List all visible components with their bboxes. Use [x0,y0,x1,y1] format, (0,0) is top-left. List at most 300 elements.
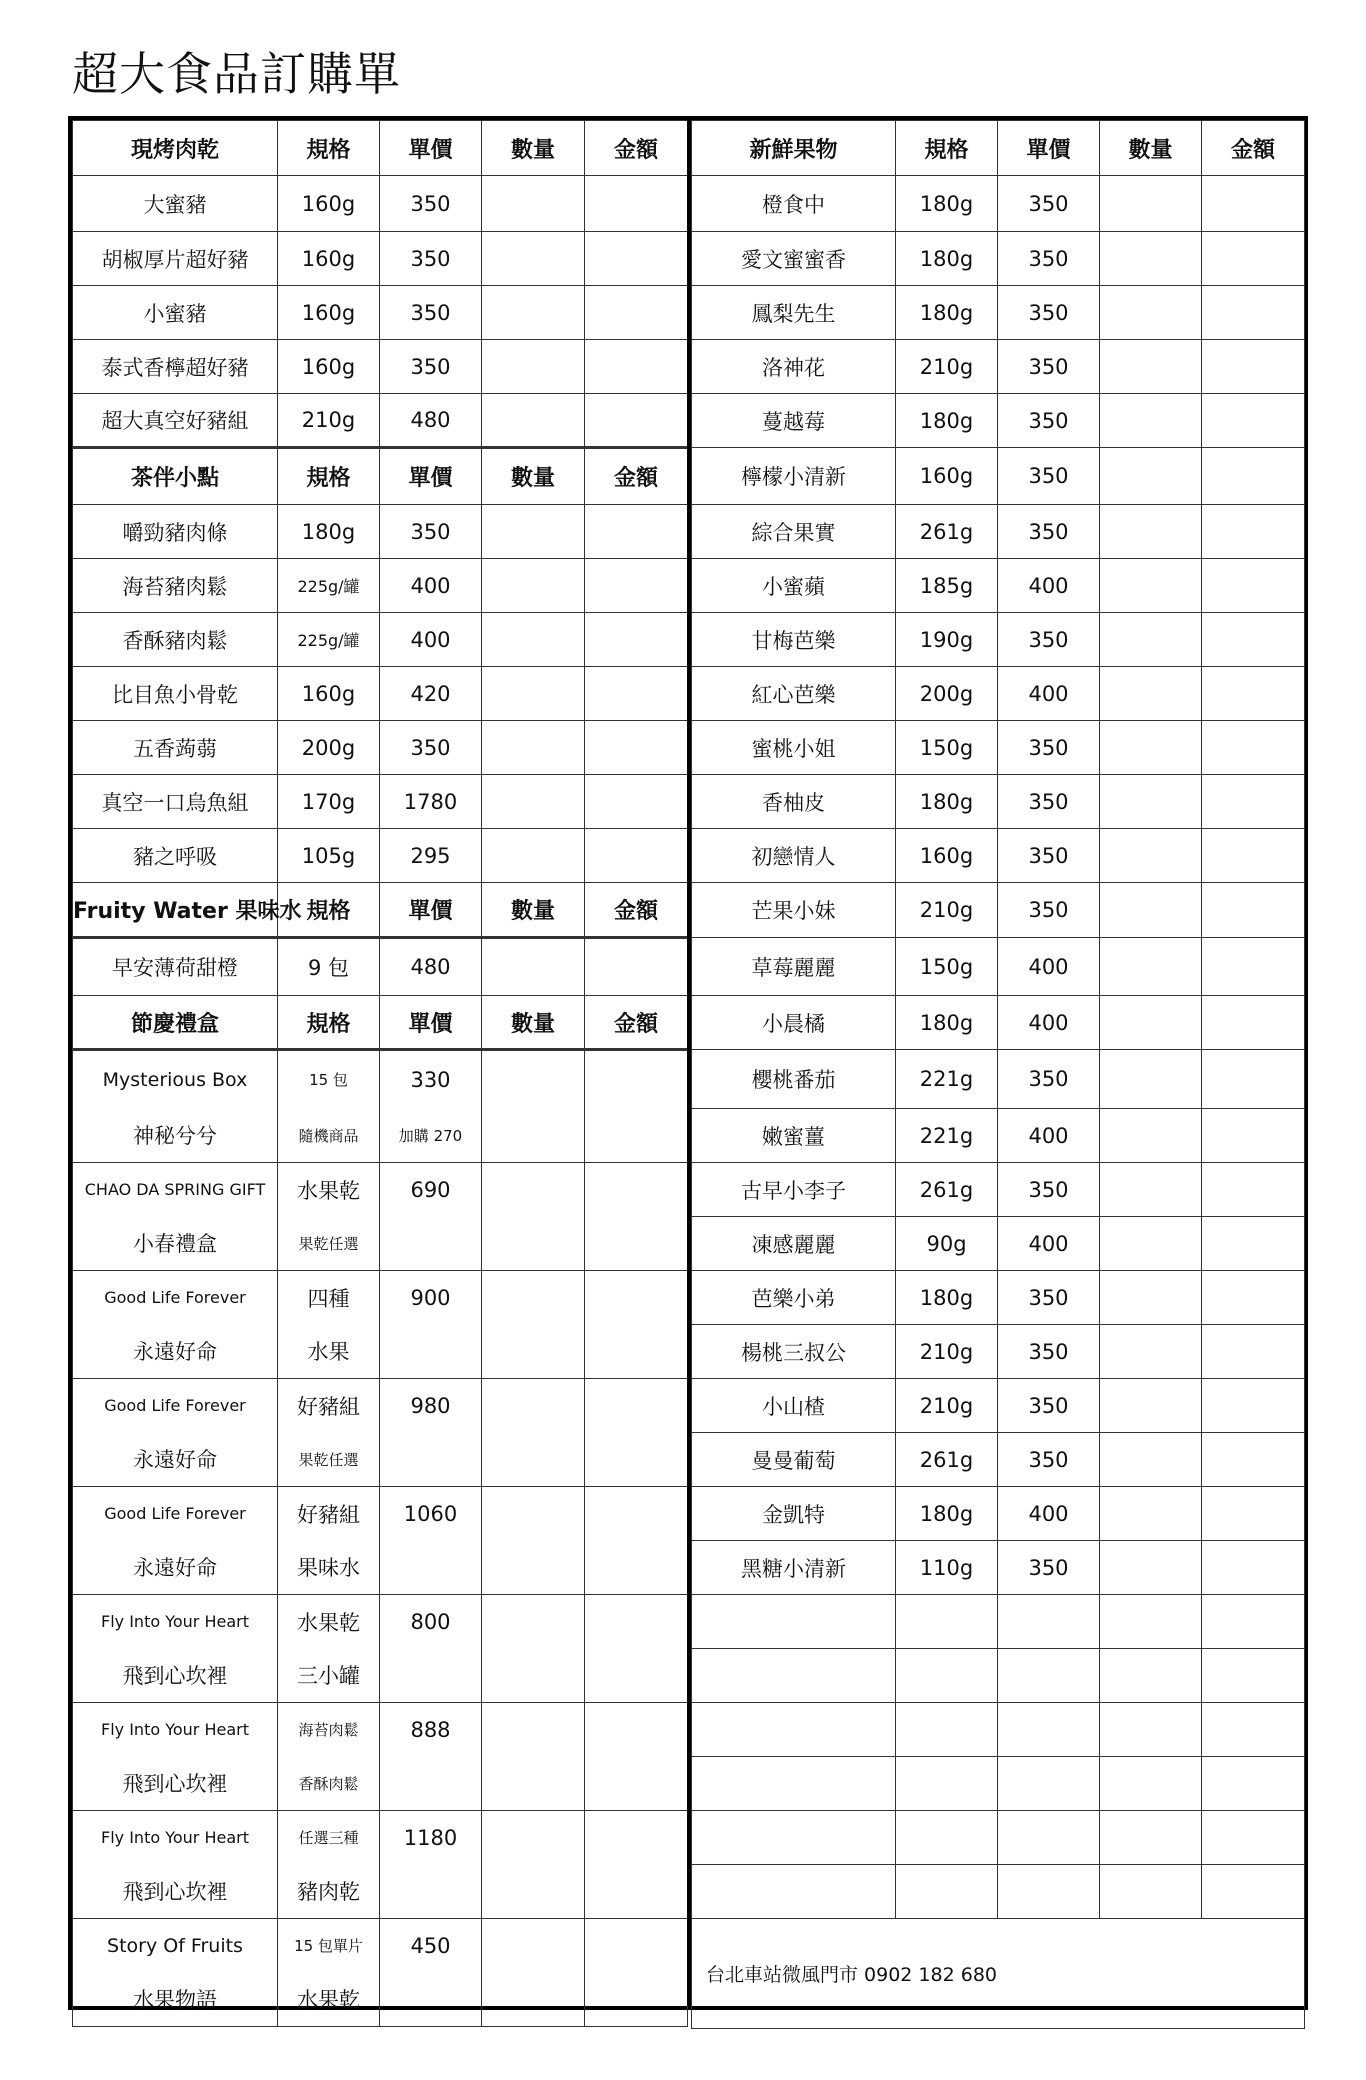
qty-cell[interactable] [482,340,585,394]
amount-cell[interactable] [585,559,688,613]
item-price: 350 [380,505,482,559]
amount-cell[interactable] [585,394,688,448]
gift-price: 800 [380,1595,482,1649]
gift-name-en: Good Life Forever [73,1379,278,1433]
item-price: 350 [998,1050,1100,1109]
qty-cell[interactable] [1100,505,1202,559]
item-price: 350 [998,505,1100,559]
amount-cell[interactable] [585,1811,688,1919]
qty-cell[interactable] [1100,1433,1202,1487]
footer-row [692,1919,1305,2029]
empty-cell[interactable] [1202,1811,1305,1865]
item-price: 350 [380,232,482,286]
item-name: 五香蒟蒻 [73,721,278,775]
item-price: 400 [380,559,482,613]
amount-cell[interactable] [585,775,688,829]
item-spec: 225g/罐 [278,559,380,613]
amount-cell[interactable] [585,938,688,996]
empty-cell[interactable] [998,1595,1100,1649]
gift-spec-top: 15 包單片 [278,1919,380,1973]
empty-cell[interactable] [998,1703,1100,1757]
amount-cell[interactable] [585,1163,688,1271]
gift-row-top [73,1271,688,1325]
amount-cell[interactable] [1202,1163,1305,1217]
item-spec: 190g [896,613,998,667]
col-qty-header: 數量 [482,121,585,176]
amount-cell[interactable] [585,176,688,232]
item-spec: 180g [896,775,998,829]
qty-cell[interactable] [482,1050,585,1163]
gift-row-top [73,1595,688,1649]
item-price: 480 [380,938,482,996]
amount-cell[interactable] [1202,996,1305,1050]
item-price: 350 [998,340,1100,394]
col-price-header: 單價 [998,121,1100,176]
col-spec-header: 規格 [278,996,380,1050]
gift-spec-top: 好豬組 [278,1487,380,1541]
amount-cell[interactable] [1202,1217,1305,1271]
item-row [692,829,1305,883]
item-name: 初戀情人 [692,829,896,883]
item-row [73,775,688,829]
empty-cell[interactable] [1202,1595,1305,1649]
item-spec: 150g [896,721,998,775]
gift-spec-top: 水果乾 [278,1595,380,1649]
empty-row [692,1595,1305,1649]
qty-cell[interactable] [1100,1050,1202,1109]
amount-cell[interactable] [1202,721,1305,775]
item-price: 350 [998,775,1100,829]
item-price: 350 [998,286,1100,340]
gift-name-en: Good Life Forever [73,1487,278,1541]
empty-cell[interactable] [896,1865,998,1919]
item-row [692,1217,1305,1271]
amount-cell[interactable] [585,721,688,775]
item-row [692,176,1305,232]
item-name: 黑糖小清新 [692,1541,896,1595]
amount-cell[interactable] [585,286,688,340]
amount-cell[interactable] [1202,286,1305,340]
amount-cell[interactable] [1202,340,1305,394]
empty-cell[interactable] [1202,1757,1305,1811]
item-name: 凍感麗麗 [692,1217,896,1271]
section-header-roasted [73,121,688,176]
empty-cell[interactable] [1100,1703,1202,1757]
item-spec: 180g [896,176,998,232]
gift-price: 1180 [380,1811,482,1865]
item-price: 350 [998,721,1100,775]
empty-cell[interactable] [692,1649,896,1703]
amount-cell[interactable] [585,1595,688,1703]
empty-cell[interactable] [1202,1865,1305,1919]
item-name: 比目魚小骨乾 [73,667,278,721]
qty-cell[interactable] [1100,1271,1202,1325]
item-spec: 221g [896,1050,998,1109]
item-name: 甘梅芭樂 [692,613,896,667]
item-name: 小晨橘 [692,996,896,1050]
gift-price: 450 [380,1919,482,1973]
gift-spec-top: 15 包 [278,1050,380,1109]
item-row [692,559,1305,613]
item-name: 早安薄荷甜橙 [73,938,278,996]
amount-cell[interactable] [585,667,688,721]
item-name: 香柚皮 [692,775,896,829]
item-spec: 90g [896,1217,998,1271]
right-table [691,120,1305,2029]
item-row [692,883,1305,938]
amount-cell[interactable] [1202,1487,1305,1541]
item-name: 小蜜蘋 [692,559,896,613]
gift-spec-bottom: 三小罐 [278,1649,380,1703]
item-spec: 110g [896,1541,998,1595]
amount-cell[interactable] [585,1271,688,1379]
item-row [692,996,1305,1050]
amount-cell[interactable] [1202,448,1305,505]
gift-row-top [73,1050,688,1109]
empty-cell[interactable] [692,1865,896,1919]
qty-cell[interactable] [482,613,585,667]
item-row [692,1163,1305,1217]
gift-price-note: 加購 270 [380,1109,482,1163]
empty-cell[interactable] [1100,1811,1202,1865]
item-spec: 185g [896,559,998,613]
item-price: 350 [380,286,482,340]
qty-cell[interactable] [482,1811,585,1919]
amount-cell[interactable] [1202,829,1305,883]
item-price: 350 [998,613,1100,667]
qty-cell[interactable] [482,232,585,286]
qty-cell[interactable] [1100,996,1202,1050]
gift-price-note [380,1973,482,2027]
qty-cell[interactable] [482,829,585,883]
item-price: 400 [998,996,1100,1050]
qty-cell[interactable] [1100,232,1202,286]
item-price: 400 [998,1217,1100,1271]
amount-cell[interactable] [1202,1379,1305,1433]
qty-cell[interactable] [1100,286,1202,340]
qty-cell[interactable] [482,1163,585,1271]
item-spec: 160g [278,232,380,286]
item-name: 檸檬小清新 [692,448,896,505]
item-spec: 180g [896,1487,998,1541]
qty-cell[interactable] [482,559,585,613]
amount-cell[interactable] [1202,613,1305,667]
amount-cell[interactable] [1202,1271,1305,1325]
gift-price: 330 [380,1050,482,1109]
gift-price-note [380,1217,482,1271]
gift-spec-bottom: 果乾任選 [278,1217,380,1271]
item-price: 350 [998,829,1100,883]
amount-cell[interactable] [585,505,688,559]
qty-cell[interactable] [482,1595,585,1703]
empty-cell[interactable] [1202,1703,1305,1757]
col-qty-header: 數量 [1100,121,1202,176]
gift-name-zh: 飛到心坎裡 [73,1649,278,1703]
amount-cell[interactable] [585,1703,688,1811]
empty-row [692,1703,1305,1757]
qty-cell[interactable] [1100,1487,1202,1541]
item-row [73,829,688,883]
item-name: 真空一口烏魚組 [73,775,278,829]
empty-cell[interactable] [998,1649,1100,1703]
amount-cell[interactable] [585,232,688,286]
empty-cell[interactable] [1100,1649,1202,1703]
item-price: 400 [998,559,1100,613]
qty-cell[interactable] [482,1487,585,1595]
empty-cell[interactable] [1100,1865,1202,1919]
item-row [73,667,688,721]
section-header-fruits [692,121,1305,176]
item-spec: 160g [278,340,380,394]
item-name: 鳳梨先生 [692,286,896,340]
amount-cell[interactable] [1202,176,1305,232]
qty-cell[interactable] [482,721,585,775]
qty-cell[interactable] [1100,775,1202,829]
item-name: 豬之呼吸 [73,829,278,883]
item-price: 400 [998,938,1100,996]
qty-cell[interactable] [482,775,585,829]
amount-cell[interactable] [1202,667,1305,721]
section-title: Fruity Water 果味水 [73,883,278,938]
qty-cell[interactable] [1100,829,1202,883]
item-price: 400 [380,613,482,667]
section-title: 新鮮果物 [692,121,896,176]
qty-cell[interactable] [1100,1541,1202,1595]
amount-cell[interactable] [585,1487,688,1595]
gift-name-zh: 飛到心坎裡 [73,1757,278,1811]
item-name: 蔓越莓 [692,394,896,448]
amount-cell[interactable] [585,340,688,394]
qty-cell[interactable] [482,176,585,232]
gift-price-note [380,1757,482,1811]
col-price-header: 單價 [380,883,482,938]
col-amount-header: 金額 [585,996,688,1050]
qty-cell[interactable] [1100,340,1202,394]
item-spec: 261g [896,505,998,559]
item-name: 楊桃三叔公 [692,1325,896,1379]
item-row [692,1487,1305,1541]
item-name: 小蜜豬 [73,286,278,340]
amount-cell[interactable] [1202,394,1305,448]
qty-cell[interactable] [482,1703,585,1811]
gift-price: 1060 [380,1487,482,1541]
qty-cell[interactable] [1100,394,1202,448]
amount-cell[interactable] [1202,1109,1305,1163]
qty-cell[interactable] [1100,667,1202,721]
item-row [692,1541,1305,1595]
left-column [72,120,687,2013]
item-spec: 180g [896,232,998,286]
item-name: 芭樂小弟 [692,1271,896,1325]
amount-cell[interactable] [1202,232,1305,286]
item-row [73,232,688,286]
gift-name-en: Fly Into Your Heart [73,1811,278,1865]
col-qty-header: 數量 [482,996,585,1050]
item-row [692,394,1305,448]
item-name: 愛文蜜蜜香 [692,232,896,286]
item-price: 350 [380,340,482,394]
qty-cell[interactable] [1100,613,1202,667]
item-spec: 170g [278,775,380,829]
item-row [692,286,1305,340]
empty-cell[interactable] [692,1811,896,1865]
empty-cell[interactable] [896,1595,998,1649]
amount-cell[interactable] [1202,1325,1305,1379]
item-spec: 210g [896,1379,998,1433]
col-spec-header: 規格 [896,121,998,176]
gift-name-en: Mysterious Box [73,1050,278,1109]
empty-row [692,1865,1305,1919]
qty-cell[interactable] [1100,176,1202,232]
item-row [692,938,1305,996]
qty-cell[interactable] [1100,1379,1202,1433]
gift-spec-top: 任選三種 [278,1811,380,1865]
empty-cell[interactable] [998,1865,1100,1919]
amount-cell[interactable] [585,1050,688,1163]
qty-cell[interactable] [1100,721,1202,775]
gift-spec-bottom: 果味水 [278,1541,380,1595]
gift-name-en: CHAO DA SPRING GIFT [73,1163,278,1217]
gift-price-note [380,1649,482,1703]
amount-cell[interactable] [1202,883,1305,938]
qty-cell[interactable] [482,667,585,721]
item-spec: 160g [278,286,380,340]
qty-cell[interactable] [1100,1325,1202,1379]
col-price-header: 單價 [380,121,482,176]
amount-cell[interactable] [585,613,688,667]
item-name: 櫻桃番茄 [692,1050,896,1109]
qty-cell[interactable] [1100,938,1202,996]
gift-spec-top: 水果乾 [278,1163,380,1217]
amount-cell[interactable] [1202,938,1305,996]
section-header-gifts [73,996,688,1050]
gift-price-note [380,1433,482,1487]
item-name: 嫩蜜薑 [692,1109,896,1163]
gift-price-note [380,1541,482,1595]
item-row [692,613,1305,667]
qty-cell[interactable] [482,286,585,340]
store-address: 台北車站微風門市 0902 182 680 [692,1919,1305,2029]
item-spec: 210g [896,1325,998,1379]
item-row [73,176,688,232]
gift-name-en: Fly Into Your Heart [73,1703,278,1757]
item-row [73,394,688,448]
qty-cell[interactable] [1100,448,1202,505]
qty-cell[interactable] [482,505,585,559]
item-row [692,1433,1305,1487]
item-row [692,775,1305,829]
qty-cell[interactable] [1100,1109,1202,1163]
empty-cell[interactable] [896,1811,998,1865]
item-name: 大蜜豬 [73,176,278,232]
item-spec: 160g [278,176,380,232]
amount-cell[interactable] [1202,559,1305,613]
empty-cell[interactable] [896,1757,998,1811]
qty-cell[interactable] [1100,1217,1202,1271]
item-row [73,559,688,613]
amount-cell[interactable] [585,1919,688,2027]
item-spec: 9 包 [278,938,380,996]
gift-name-zh: 神秘兮兮 [73,1109,278,1163]
item-row [692,340,1305,394]
empty-cell[interactable] [998,1811,1100,1865]
empty-cell[interactable] [1100,1595,1202,1649]
item-row [692,721,1305,775]
amount-cell[interactable] [585,829,688,883]
gift-spec-bottom: 果乾任選 [278,1433,380,1487]
qty-cell[interactable] [482,938,585,996]
item-name: 蜜桃小姐 [692,721,896,775]
amount-cell[interactable] [1202,1050,1305,1109]
empty-cell[interactable] [692,1703,896,1757]
amount-cell[interactable] [1202,775,1305,829]
item-row [692,1050,1305,1109]
item-spec: 261g [896,1433,998,1487]
empty-cell[interactable] [692,1757,896,1811]
col-amount-header: 金額 [585,883,688,938]
gift-price-note [380,1865,482,1919]
empty-cell[interactable] [1202,1649,1305,1703]
amount-cell[interactable] [1202,1433,1305,1487]
gift-price: 980 [380,1379,482,1433]
gift-name-zh: 飛到心坎裡 [73,1865,278,1919]
qty-cell[interactable] [482,394,585,448]
empty-cell[interactable] [692,1595,896,1649]
empty-cell[interactable] [896,1703,998,1757]
item-spec: 261g [896,1163,998,1217]
item-spec: 180g [896,1271,998,1325]
section-title: 節慶禮盒 [73,996,278,1050]
item-price: 350 [998,176,1100,232]
empty-row [692,1649,1305,1703]
col-qty-header: 數量 [482,448,585,505]
qty-cell[interactable] [482,1379,585,1487]
col-price-header: 單價 [380,996,482,1050]
item-name: 古早小李子 [692,1163,896,1217]
col-spec-header: 規格 [278,883,380,938]
item-spec: 150g [896,938,998,996]
section-title: 茶伴小點 [73,448,278,505]
gift-name-zh: 水果物語 [73,1973,278,2027]
item-row [692,505,1305,559]
amount-cell[interactable] [1202,1541,1305,1595]
gift-price: 690 [380,1163,482,1217]
item-row [692,1379,1305,1433]
gift-name-zh: 永遠好命 [73,1325,278,1379]
col-amount-header: 金額 [585,448,688,505]
gift-name-en: Fly Into Your Heart [73,1595,278,1649]
empty-cell[interactable] [896,1649,998,1703]
item-name: 泰式香檸超好豬 [73,340,278,394]
empty-cell[interactable] [1100,1757,1202,1811]
item-price: 350 [998,1163,1100,1217]
gift-row-top [73,1379,688,1433]
qty-cell[interactable] [1100,883,1202,938]
qty-cell[interactable] [1100,1163,1202,1217]
item-price: 1780 [380,775,482,829]
amount-cell[interactable] [585,1379,688,1487]
qty-cell[interactable] [482,1271,585,1379]
item-name: 曼曼葡萄 [692,1433,896,1487]
item-row [73,505,688,559]
item-price: 350 [998,232,1100,286]
item-spec: 210g [896,340,998,394]
item-name: 金凱特 [692,1487,896,1541]
qty-cell[interactable] [482,1919,585,2027]
amount-cell[interactable] [1202,505,1305,559]
qty-cell[interactable] [1100,559,1202,613]
empty-cell[interactable] [998,1757,1100,1811]
